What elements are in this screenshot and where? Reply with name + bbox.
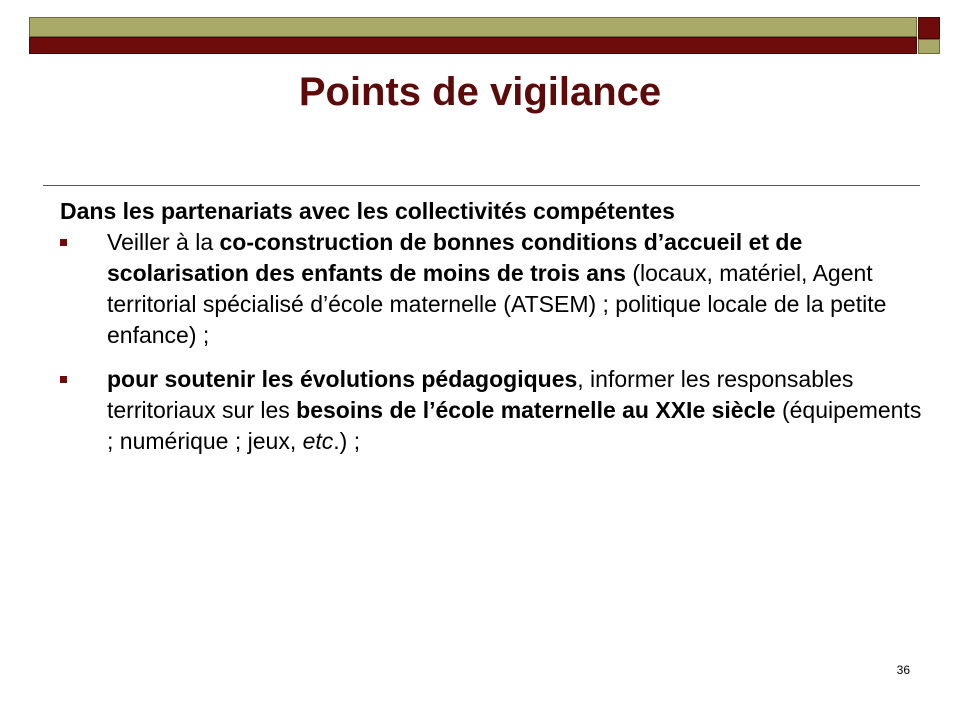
bullet-segment-bold: besoins de l’école maternelle au XXIe siècle — [296, 397, 776, 423]
section-heading: Dans les partenariats avec les collectivités compétentes — [60, 198, 675, 224]
slide-title: Points de vigilance — [298, 70, 662, 114]
page-number: 36 — [896, 663, 910, 677]
bullet-segment: (locaux, matériel, Agent territorial spécialisé d’école maternelle (ATSEM) ; politique locale de la petite enfance) ; — [107, 260, 887, 348]
bullet-segment: Veiller à la — [107, 229, 220, 255]
bullet-text — [107, 366, 921, 454]
title-divider — [43, 185, 920, 186]
square-bullet-icon — [60, 376, 67, 383]
bullet-item-1 — [60, 227, 930, 351]
bullet-segment: , informer les responsables territoriaux sur les — [107, 366, 854, 423]
header-square-olive — [918, 39, 940, 54]
square-bullet-icon — [60, 239, 67, 246]
bullet-segment-bold: pour soutenir les évolutions pédagogiques — [107, 366, 578, 392]
bullet-item-2 — [60, 364, 930, 457]
slide-body — [60, 196, 930, 457]
header-bar-maroon — [29, 37, 917, 54]
bullet-text — [107, 229, 886, 348]
bullet-segment: .) ; — [333, 428, 361, 454]
bullet-segment: (équipements ; numérique ; jeux, — [107, 397, 922, 454]
header-square-maroon — [918, 17, 940, 39]
bullet-segment-bold: co-construction de bonnes conditions d’accueil et de scolarisation des enfants de moins de trois ans — [107, 229, 803, 286]
header-bar-olive — [29, 17, 917, 37]
bullet-segment-italic: etc — [302, 428, 334, 454]
